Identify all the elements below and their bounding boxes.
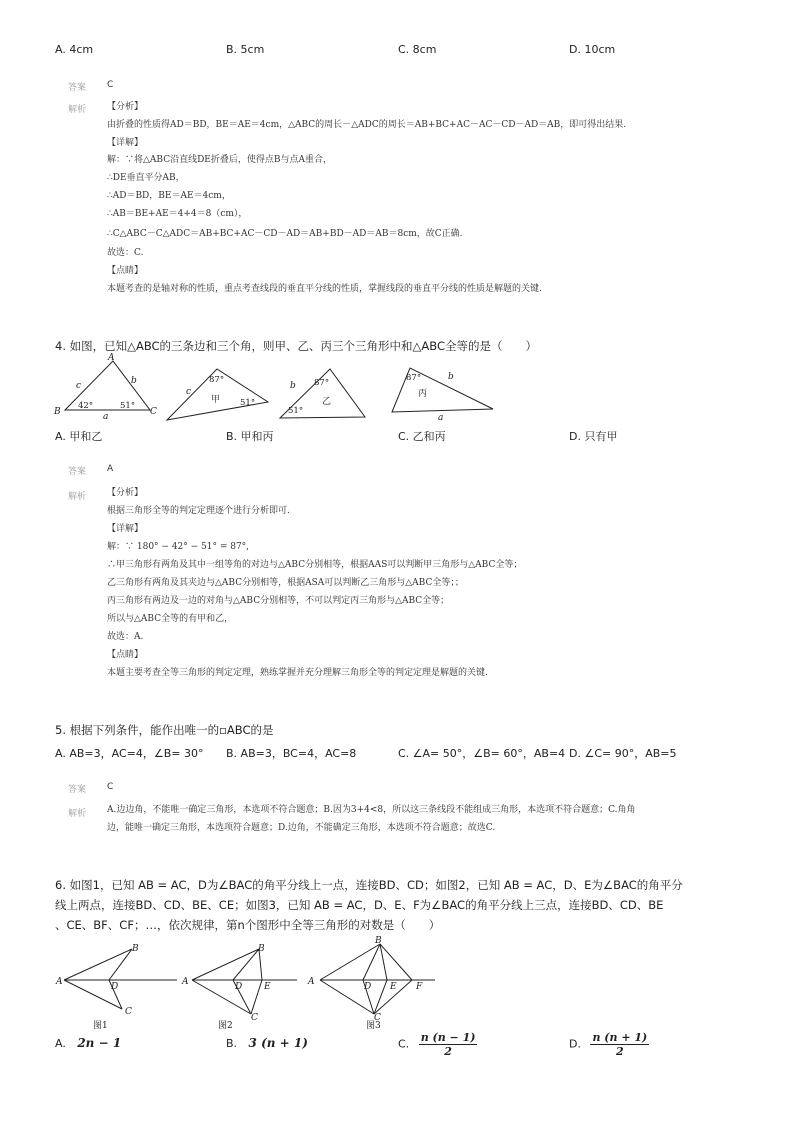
bing-side-b: b	[448, 372, 454, 382]
solution-line: 解：∵ 180° − 42° − 51° = 87°,	[107, 542, 250, 552]
svg-text:B: B	[132, 944, 139, 954]
svg-text:A: A	[182, 977, 189, 987]
fig3-caption: 图3	[366, 1021, 381, 1031]
jia-name: 甲	[211, 395, 221, 405]
option-fraction	[419, 1031, 478, 1058]
solution-line: 根据三角形全等的判定定理逐个进行分析即可.	[107, 506, 290, 516]
q6-option-b	[226, 1036, 308, 1050]
option-letter: D.	[569, 1037, 581, 1051]
fraction-numerator: n (n − 1)	[420, 1031, 476, 1044]
solution-line: A.边边角，不能唯一确定三角形，本选项不符合题意；B.因为3+4<8，所以这三条线段不能组成三角形，本选项不符合题意；C.角角	[107, 805, 636, 815]
svg-text:C: C	[125, 1007, 132, 1017]
jia-angle-2: 51°	[240, 398, 256, 408]
solution-line: ∴AD＝BD，BE＝AE＝4cm，	[107, 191, 231, 201]
fraction-denominator: 2	[616, 1045, 624, 1058]
q6-stem-line: 线上两点，连接BD、CD、BE、CE；如图3，已知 AB = AC，D、E、F为∠BAC的角平分线上三点，连接BD、CD、BE	[55, 898, 664, 912]
svg-text:D: D	[235, 982, 243, 992]
option-letter: B.	[226, 1037, 238, 1050]
q6-stem-line: 6. 如图1，已知 AB = AC，D为∠BAC的角平分线上一点，连接BD、CD；如图2，已知 AB = AC，D、E为∠BAC的角平分	[55, 878, 683, 892]
svg-text:A: A	[308, 977, 315, 987]
svg-text:C: C	[251, 1013, 258, 1023]
fig1-caption: 图1	[93, 1021, 108, 1031]
abc-side-b: b	[131, 376, 137, 386]
q3-answer: C	[107, 80, 114, 90]
bing-side-a: a	[438, 413, 444, 423]
yi-angle-1: 87°	[314, 378, 330, 388]
solution-line: 故选：C.	[107, 248, 144, 258]
solution-line: 【详解】	[107, 524, 144, 534]
option-letter: A.	[55, 1037, 66, 1050]
q4-answer-tag: 答案	[68, 467, 87, 477]
svg-text:F: F	[416, 982, 423, 992]
q4-answer: A	[107, 464, 114, 474]
solution-line: ∴DE垂直平分AB，	[107, 173, 185, 183]
solution-line: 丙三角形有两边及一边的对角与△ABC分别相等，不可以判定丙三角形与△ABC全等；	[107, 596, 450, 606]
solution-line: 边，能唯一确定三角形，本选项符合题意；D.边角，不能确定三角形，本选项不符合题意；故选C.	[107, 823, 496, 833]
q3-option-a: A. 4cm	[55, 43, 94, 56]
q6-option-c	[398, 1031, 477, 1058]
q3-answer-tag: 答案	[68, 83, 87, 93]
svg-text:B: B	[375, 936, 382, 946]
solution-line: 本题考查的是轴对称的性质，重点考查线段的垂直平分线的性质，掌握线段的垂直平分线的性质是解题的关键.	[107, 284, 542, 294]
q6-option-d	[569, 1031, 649, 1058]
solution-line: 【分析】	[107, 102, 144, 112]
fig2-caption: 图2	[218, 1021, 233, 1031]
q3-option-d: D. 10cm	[569, 43, 616, 56]
abc-label-c: C	[150, 407, 157, 417]
q4-option-b: B. 甲和丙	[226, 430, 274, 443]
q4-option-c: C. 乙和丙	[398, 430, 446, 443]
option-letter: C.	[398, 1037, 410, 1051]
solution-line: 解：∵将△ABC沿直线DE折叠后，使得点B与点A重合，	[107, 155, 332, 165]
q6-option-a	[55, 1036, 121, 1050]
q4-stem: 4. 如图，已知△ABC的三条边和三个角，则甲、乙、丙三个三角形中和△ABC全等的是（ ）	[55, 339, 537, 353]
option-math: 2n − 1	[77, 1036, 122, 1050]
solution-line: 乙三角形有两角及其夹边与△ABC分别相等，根据ASA可以判断乙三角形与△ABC全等；；	[107, 578, 464, 588]
q5-option-a: A. AB=3，AC=4，∠B= 30°	[55, 747, 204, 760]
svg-text:D: D	[364, 982, 372, 992]
abc-angle-c: 51°	[120, 401, 136, 411]
solution-line: 【分析】	[107, 488, 144, 498]
solution-line: 故选：A.	[107, 632, 144, 642]
solution-line: 所以与△ABC全等的有甲和乙，	[107, 614, 234, 624]
yi-side-b: b	[290, 381, 296, 391]
svg-text:C: C	[374, 1013, 381, 1023]
yi-angle-2: 51°	[288, 406, 304, 416]
svg-text:E: E	[390, 982, 397, 992]
q5-answer-tag: 答案	[68, 785, 87, 795]
q3-solution-tag: 解析	[68, 105, 87, 115]
solution-line: 由折叠的性质得AD＝BD，BE＝AE＝4cm，△ABC的周长－△ADC的周长＝AB+BC+AC－AC－CD－AD＝AB，即可得出结果.	[107, 120, 627, 130]
abc-label-b: B	[54, 407, 61, 417]
option-math: 3 (n + 1)	[248, 1036, 308, 1050]
q4-solution-tag: 解析	[68, 492, 87, 502]
q5-stem: 5. 根据下列条件，能作出唯一的▫ABC的是	[55, 723, 274, 737]
option-fraction	[590, 1031, 649, 1058]
svg-text:E: E	[264, 982, 271, 992]
q5-option-b: B. AB=3，BC=4，AC=8	[226, 747, 357, 760]
solution-line: 【详解】	[107, 138, 144, 148]
solution-line: ∴甲三角形有两角及其中一组等角的对边与△ABC分别相等，根据AAS可以判断甲三角形与△ABC全等；	[107, 560, 523, 570]
solution-line: 【点睛】	[107, 650, 144, 660]
q6-stem-line: 、CE、BF、CF；…，依次规律，第n个图形中全等三角形的对数是（ ）	[55, 918, 441, 932]
solution-line: ∴C△ABC－C△ADC＝AB+BC+AC－CD－AD＝AB+BD－AD＝AB＝8cm，故C正确.	[107, 229, 463, 239]
svg-text:B: B	[258, 944, 265, 954]
q4-option-a: A. 甲和乙	[55, 430, 103, 443]
svg-text:D: D	[111, 982, 119, 992]
q5-option-d: D. ∠C= 90°，AB=5	[569, 747, 677, 760]
fraction-numerator: n (n + 1)	[592, 1031, 648, 1044]
jia-angle-1: 87°	[209, 375, 225, 385]
abc-side-a: a	[103, 412, 109, 422]
solution-line: ∴AB＝BE+AE＝4+4＝8（cm），	[107, 209, 248, 219]
bing-name: 丙	[418, 389, 428, 399]
solution-line: 本题主要考查全等三角形的判定定理，熟练掌握并充分理解三角形全等的判定定理是解题的关键.	[107, 668, 488, 678]
fraction-denominator: 2	[444, 1045, 452, 1058]
q5-solution-tag: 解析	[68, 809, 87, 819]
solution-line: 【点睛】	[107, 266, 144, 276]
yi-name: 乙	[322, 397, 332, 407]
q3-option-b: B. 5cm	[226, 43, 265, 56]
abc-angle-b: 42°	[78, 401, 94, 411]
abc-side-c: c	[76, 381, 82, 391]
abc-label-a: A	[108, 353, 115, 363]
q4-figure	[50, 352, 510, 424]
q5-option-c: C. ∠A= 50°，∠B= 60°，AB=4	[398, 747, 566, 760]
q4-option-d: D. 只有甲	[569, 430, 618, 443]
svg-text:A: A	[56, 977, 63, 987]
bing-angle-1: 87°	[406, 373, 422, 383]
jia-side-c: c	[186, 387, 192, 397]
q5-answer: C	[107, 782, 114, 792]
q3-option-c: C. 8cm	[398, 43, 437, 56]
q6-figures	[52, 932, 442, 1032]
